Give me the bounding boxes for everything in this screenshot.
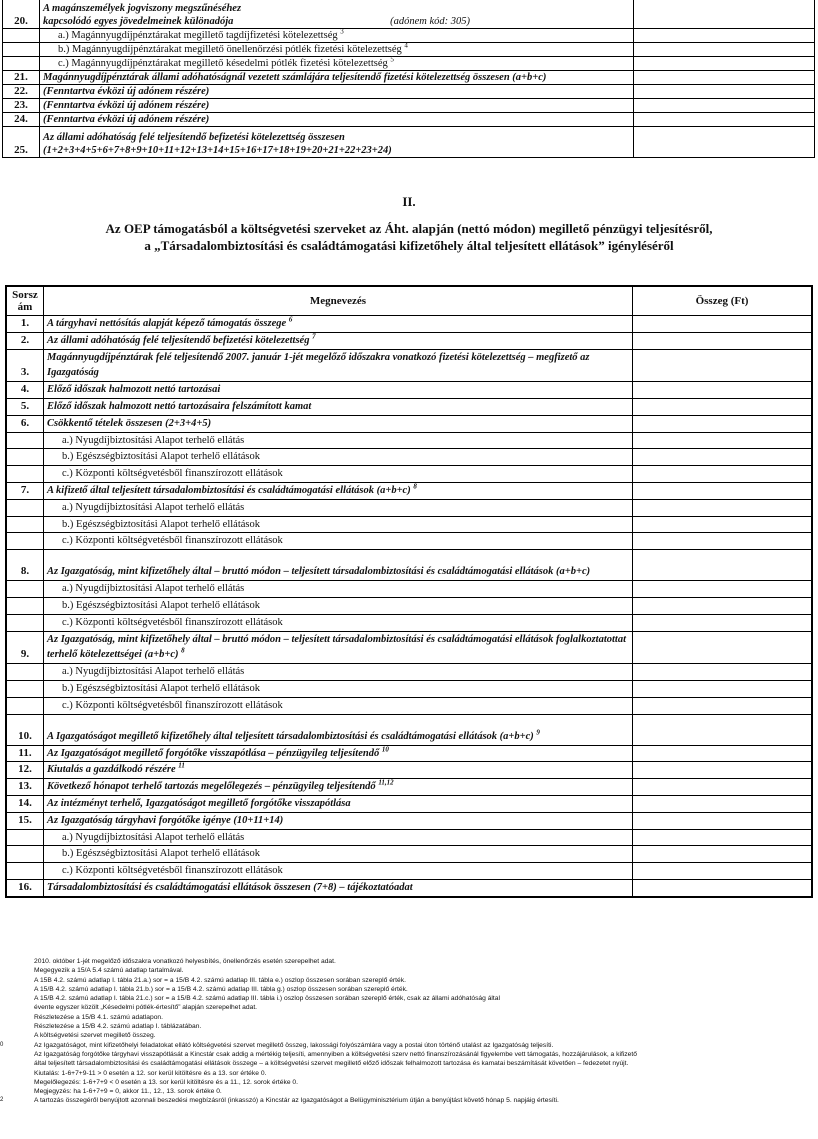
amount-cell[interactable]: [633, 614, 813, 631]
amount-cell[interactable]: [633, 533, 813, 550]
row-number: 15.: [6, 812, 44, 829]
row-number: 25.: [3, 127, 40, 158]
row-label: [44, 829, 633, 846]
row-label: [44, 863, 633, 880]
row-label-text: a.) Nyugdíjbiztosítási Alapot terhelő ellátás: [62, 831, 245, 843]
row-number: 22.: [3, 85, 40, 99]
amount-cell[interactable]: [633, 332, 813, 349]
row-label-text: Következő hónapot terhelő tartozás megelőlegezés – pénzügyileg teljesítendő: [47, 781, 376, 793]
sub-row: [3, 43, 815, 57]
top-table: [2, 0, 815, 158]
amount-cell[interactable]: [633, 863, 813, 880]
footnote-line: Megelőlegezés: 1-6+7+9 < 0 esetén a 13. sor kerül kitöltésre és a 11., 12. sorok értéke 0.: [34, 1078, 299, 1086]
row-label: [44, 812, 633, 829]
footnote-mark: [0, 1003, 3, 1012]
section-title-block: [0, 193, 818, 254]
footnote-line: Megjegyzés: ha 1-6+7+9 = 0, akkor 11., 12., 13. sorok értéke 0.: [34, 1088, 222, 1096]
amount-cell[interactable]: [634, 85, 815, 99]
footnote-line: A tartozás összegéről benyújtott azonnali beszedési megbízásról (inkasszó) a Kincstár az Igazgatóságot a Belügyminisztérium útján a benyújtást követő hónap 5. napjáig értesíti.: [34, 1097, 559, 1105]
amount-cell[interactable]: [633, 795, 813, 812]
footnote-ref: 3: [340, 27, 344, 36]
row-label-text: Az Igazgatóság, mint kifizetőhely által – bruttó módon – teljesített társadalombiztosítási és családtámogatási ellátások (a+b+c): [47, 566, 591, 578]
table-row: [3, 113, 815, 127]
header-num: Sorsz ám: [6, 286, 44, 316]
row-label: [44, 432, 633, 449]
row-label: [44, 680, 633, 697]
sub-row: [6, 432, 812, 449]
sub-row: [6, 581, 812, 598]
table-row: [6, 795, 812, 812]
row-number: [6, 697, 44, 714]
footnote-line: Az Igazgatóság forgótőke tárgyhavi visszapótlását a Kincstár csak addig a mértékig teljesíti, amennyiben a költségvetési szerv nettó finanszírozásánál figyelembe vett támogatás, hozzájárulások, a kifizető: [34, 1050, 637, 1058]
row-label-text: Az Igazgatóság, mint kifizetőhely által – bruttó módon – teljesített társadalombiztosítási és családtámogatási ellátások foglalkoztatottat terhelő kötelezettségei (a+b+c): [47, 633, 626, 661]
row-number: 23.: [3, 99, 40, 113]
row-label: [44, 332, 633, 349]
row-label: [44, 697, 633, 714]
amount-cell[interactable]: [633, 516, 813, 533]
row-number: [6, 846, 44, 863]
table-row: [6, 316, 812, 333]
row-label: [40, 0, 634, 29]
row-label: [44, 516, 633, 533]
amount-cell[interactable]: [633, 415, 813, 432]
table-row: [6, 349, 812, 382]
main-table: [5, 285, 813, 898]
footnote-line: Az Igazgatóságot, mint kifizetőhelyi feladatokat ellátó költségvetési szervet megillető összeg, lakossági folyószámlára vagy a postai úton történő utalást az Igazgatóság teljesíti.: [34, 1041, 554, 1049]
footnote-marks: [0, 957, 3, 1106]
footnote-ref: 11: [178, 761, 185, 770]
row-label: [44, 415, 633, 432]
row-label: [44, 349, 633, 382]
row-label: [44, 795, 633, 812]
header-name: Megnevezés: [44, 286, 633, 316]
footnote-line: A 15/B 4.2. számú adatlap I. tábla 21.c.) sor = a 15/B 4.2. számú adatlap III. tábla i.) oszlop összesen sorában szereplő érték, csak az állami adóhatóság által: [34, 995, 500, 1003]
row-label-text: a.) Nyugdíjbiztosítási Alapot terhelő ellátás: [62, 434, 245, 446]
section-title-line2: a „Társadalombiztosítási és családtámogatási kifizetőhely által teljesített ellátások” igényléséről: [144, 238, 674, 253]
row-number: [6, 614, 44, 631]
row-number: 11.: [6, 745, 44, 762]
sub-row: [6, 533, 812, 550]
amount-cell[interactable]: [633, 550, 813, 581]
amount-cell[interactable]: [633, 382, 813, 399]
amount-cell[interactable]: [633, 466, 813, 483]
row-label-text: a.) Magánnyugdíjpénztárakat megillető tagdíjfizetési kötelezettség: [58, 30, 338, 41]
amount-cell[interactable]: [633, 631, 813, 664]
sub-row: [6, 829, 812, 846]
sub-row: [3, 29, 815, 43]
footnote-line: Részletezése a 15/B 4.1. számú adatlapon.: [34, 1013, 163, 1021]
row-number: 9.: [6, 631, 44, 664]
amount-cell[interactable]: [634, 99, 815, 113]
row-number: [3, 57, 40, 71]
row-label: [44, 533, 633, 550]
row-number: [6, 863, 44, 880]
row-label-text: A Igazgatóságot megillető kifizetőhely által teljesített társadalombiztosítási és családtámogatási ellátások (a+b+c): [47, 730, 534, 742]
amount-cell[interactable]: [633, 680, 813, 697]
amount-cell[interactable]: [633, 664, 813, 681]
amount-cell[interactable]: [634, 57, 815, 71]
footnote-mark: [0, 1050, 3, 1059]
sub-row: [6, 697, 812, 714]
row-label-line2: kapcsolódó egyes jövedelmeinek különadója: [43, 16, 234, 27]
amount-cell[interactable]: [634, 29, 815, 43]
table-row: [3, 99, 815, 113]
footnote-line: által teljesített társadalombiztosítási és családtámogatási ellátások összege – a költségvetési szervet megillető előző időszak felhalmozott tartozása és kamatai beszámítását követően – fedezetet nyújt.: [34, 1060, 629, 1068]
row-label-text: Előző időszak halmozott nettó tartozásaira felszámított kamat: [47, 400, 312, 412]
footnote-mark: [0, 1031, 3, 1040]
amount-cell[interactable]: [633, 349, 813, 382]
row-label-text: b.) Egészségbiztosítási Alapot terhelő ellátások: [62, 451, 260, 463]
sub-row: [6, 614, 812, 631]
table-row: [6, 631, 812, 664]
row-label-line1: Az állami adóhatóság felé teljesítendő befizetési kötelezettség összesen: [43, 132, 345, 143]
table-row: [6, 762, 812, 779]
row-label-text: b.) Egészségbiztosítási Alapot terhelő ellátások: [62, 599, 260, 611]
row-number: 20.: [3, 0, 40, 29]
row-number: [6, 664, 44, 681]
row-label: [40, 85, 634, 99]
row-number: 24.: [3, 113, 40, 127]
amount-cell[interactable]: [633, 581, 813, 598]
footnote-mark: [0, 1069, 3, 1078]
row-label-text: c.) Központi költségvetésből finanszírozott ellátások: [62, 468, 283, 480]
sub-row: [6, 499, 812, 516]
row-label: [44, 550, 633, 581]
table-row: [6, 779, 812, 796]
row-label: [44, 398, 633, 415]
section-title-line1: Az OEP támogatásból a költségvetési szerveket az Áht. alapján (nettó módon) megillető pénzügyi teljesítésről,: [105, 221, 713, 236]
footnote-mark: [0, 994, 3, 1003]
row-label: [40, 57, 634, 71]
amount-cell[interactable]: [633, 482, 813, 499]
row-label: [40, 113, 634, 127]
row-number: 8.: [6, 550, 44, 581]
sub-row: [6, 597, 812, 614]
amount-cell[interactable]: [633, 316, 813, 333]
row-label-text: a.) Nyugdíjbiztosítási Alapot terhelő ellátás: [62, 666, 245, 678]
footnote-ref: 10: [381, 745, 389, 754]
row-number: [6, 581, 44, 598]
row-label: [44, 879, 633, 896]
sub-row: [6, 863, 812, 880]
row-label: [44, 664, 633, 681]
footnote-mark: 0: [0, 1041, 4, 1048]
row-number: [6, 432, 44, 449]
row-label: [44, 482, 633, 499]
row-label: [44, 581, 633, 598]
table-row: [6, 332, 812, 349]
amount-cell[interactable]: [633, 432, 813, 449]
amount-cell[interactable]: [633, 697, 813, 714]
row-label: [44, 466, 633, 483]
row-label: [44, 614, 633, 631]
table-row: [3, 127, 815, 158]
sub-row: [6, 516, 812, 533]
row-label: [40, 71, 634, 85]
row-number: 5.: [6, 398, 44, 415]
row-number: [6, 680, 44, 697]
table-row: [6, 745, 812, 762]
footnote-mark: [0, 1078, 3, 1087]
row-number: 2.: [6, 332, 44, 349]
row-label: [40, 29, 634, 43]
amount-cell[interactable]: [634, 71, 815, 85]
amount-cell[interactable]: [633, 398, 813, 415]
footnote-mark: [0, 1087, 3, 1096]
table-row: [6, 398, 812, 415]
row-label: [44, 597, 633, 614]
header-row: [6, 286, 812, 316]
row-number: 1.: [6, 316, 44, 333]
footnote-line: Részletezése a 15/B 4.2. számú adatlap I. táblázatában.: [34, 1023, 202, 1031]
row-number: 4.: [6, 382, 44, 399]
footnote-mark: 2: [0, 1097, 4, 1104]
amount-cell[interactable]: [633, 597, 813, 614]
row-label-text: (Fenntartva évközi új adónem részére): [43, 100, 210, 111]
table-row: [3, 0, 815, 29]
footnote-ref: 8: [181, 646, 185, 655]
row-number: [6, 516, 44, 533]
footnote-line: évente egyszer közölt „Késedelmi pótlék-értesítő” alapján szerepelhet adat.: [34, 1004, 258, 1012]
row-label-text: b.) Egészségbiztosítási Alapot terhelő ellátások: [62, 682, 260, 694]
row-label-text: Az állami adóhatóság felé teljesítendő befizetési kötelezettség: [47, 334, 310, 346]
row-label-text: A tárgyhavi nettósítás alapját képező támogatás összege: [47, 318, 287, 329]
row-label: [44, 316, 633, 333]
sub-row: [3, 57, 815, 71]
footnote-line: A 15B 4.2. számú adatlap I. tábla 21.a.) sor = a 15/B 4.2. számú adatlap III. tábla e.) oszlop összesen sorában szereplő érték.: [34, 976, 406, 984]
row-label-text: c.) Központi költségvetésből finanszírozott ellátások: [62, 699, 283, 711]
row-label-text: Csökkentő tételek összesen (2+3+4+5): [47, 417, 212, 429]
row-label-text: (Fenntartva évközi új adónem részére): [43, 86, 210, 97]
sub-row: [6, 846, 812, 863]
sub-row: [6, 449, 812, 466]
row-number: [3, 29, 40, 43]
footnote-mark: [0, 1059, 3, 1068]
footnote-ref: 11,12: [378, 778, 394, 787]
footnote-ref: 8: [413, 482, 417, 491]
amount-cell[interactable]: [634, 127, 815, 158]
table-row: [6, 382, 812, 399]
footnote-line: 2010. október 1-jét megelőző időszakra vonatkozó helyesbítés, önellenőrzés esetén szerepelhet adat.: [34, 958, 336, 965]
amount-cell[interactable]: [633, 846, 813, 863]
footnote-line: A költségvetési szervet megillető összeg.: [34, 1032, 156, 1040]
row-label: [44, 499, 633, 516]
row-label: [40, 43, 634, 57]
row-label-text: a.) Nyugdíjbiztosítási Alapot terhelő ellátás: [62, 501, 245, 513]
footnote-mark: [0, 976, 3, 985]
amount-cell[interactable]: [633, 449, 813, 466]
row-label: [40, 99, 634, 113]
row-label-line1: A magánszemélyek jogviszony megszűnéséhez: [43, 3, 242, 14]
footnote-mark: [0, 1022, 3, 1031]
footnotes: [34, 957, 794, 1106]
sub-row: [6, 680, 812, 697]
amount-cell[interactable]: [633, 745, 813, 762]
row-label-text: c.) Központi költségvetésből finanszírozott ellátások: [62, 616, 283, 628]
row-number: [6, 466, 44, 483]
row-label-text: c.) Magánnyugdíjpénztárakat megillető késedelmi pótlék fizetési kötelezettség: [58, 58, 388, 69]
footnote-mark: [0, 1013, 3, 1022]
sub-row: [6, 664, 812, 681]
footnote-mark: [0, 985, 3, 994]
row-label-text: b.) Egészségbiztosítási Alapot terhelő ellátások: [62, 518, 260, 530]
table-row: [6, 550, 812, 581]
row-number: 6.: [6, 415, 44, 432]
row-number: 3.: [6, 349, 44, 382]
footnote-mark: [0, 966, 3, 975]
row-label-text: Magánnyugdíjpénztárak állami adóhatóságnál vezetett számlájára teljesítendő fizetési kötelezettség összesen (a+b+c): [43, 72, 547, 83]
row-label-text: Kiutalás a gazdálkodó részére: [47, 764, 176, 776]
row-label: [44, 714, 633, 745]
footnote-ref: 5: [390, 55, 394, 64]
row-label-text: Előző időszak halmozott nettó tartozásai: [47, 384, 221, 396]
amount-cell[interactable]: [633, 714, 813, 745]
row-number: [6, 533, 44, 550]
footnote-line: Megegyezik a 15/A 5.4 számú adatlap tartalmával.: [34, 967, 184, 975]
amount-cell[interactable]: [634, 0, 815, 29]
table-row: [3, 85, 815, 99]
sub-row: [6, 466, 812, 483]
row-label-text: b.) Magánnyugdíjpénztárakat megillető önellenőrzési pótlék fizetési kötelezettség: [58, 44, 402, 55]
amount-cell[interactable]: [634, 113, 815, 127]
amount-cell[interactable]: [633, 812, 813, 829]
table-row: [3, 71, 815, 85]
row-label: [44, 762, 633, 779]
footnote-ref: 7: [312, 332, 316, 341]
amount-cell[interactable]: [633, 879, 813, 896]
row-number: 13.: [6, 779, 44, 796]
row-number: [3, 43, 40, 57]
footnote-ref: 6: [288, 315, 293, 324]
amount-cell[interactable]: [633, 829, 813, 846]
table-row: [6, 879, 812, 896]
row-label-text: Az Igazgatóság tárgyhavi forgótőke igénye (10+11+14): [47, 814, 284, 826]
footnote-ref: 9: [536, 728, 540, 737]
amount-cell[interactable]: [633, 779, 813, 796]
row-label-line2: (1+2+3+4+5+6+7+8+9+10+11+12+13+14+15+16+17+18+19+20+21+22+23+24): [43, 145, 392, 156]
section-number: II.: [402, 194, 416, 209]
row-label: [44, 382, 633, 399]
row-label-text: Társadalombiztosítási és családtámogatási ellátások összesen (7+8) – tájékoztatóadat: [47, 881, 413, 893]
table-row: [6, 415, 812, 432]
footnote-mark: [0, 957, 3, 966]
row-label-text: Magánnyugdíjpénztárak felé teljesítendő 2007. január 1-jét megelőző időszakra vonatkozó fizetési kötelezettség – megfizető az Igazgatóság: [47, 351, 590, 379]
footnote-ref: 4: [404, 41, 408, 50]
row-label: [44, 779, 633, 796]
row-label-text: c.) Központi költségvetésből finanszírozott ellátások: [62, 535, 283, 547]
header-amount: Összeg (Ft): [633, 286, 813, 316]
row-label: [44, 846, 633, 863]
row-number: 16.: [6, 879, 44, 896]
row-number: [6, 829, 44, 846]
row-label-text: (Fenntartva évközi új adónem részére): [43, 114, 210, 125]
row-label: [44, 449, 633, 466]
row-number: [6, 597, 44, 614]
row-label-text: Az Igazgatóságot megillető forgótőke visszapótlása – pénzügyileg teljesítendő: [47, 747, 380, 759]
amount-cell[interactable]: [633, 499, 813, 516]
row-label: [40, 127, 634, 158]
row-label: [44, 631, 633, 664]
tax-code: (adónem kód: 305): [390, 16, 470, 27]
row-number: [6, 499, 44, 516]
row-number: [6, 449, 44, 466]
table-row: [6, 812, 812, 829]
row-label-text: A kifizető által teljesített társadalombiztosítási és családtámogatási ellátások (a+b+c): [47, 484, 411, 496]
row-number: 7.: [6, 482, 44, 499]
row-label-text: c.) Központi költségvetésből finanszírozott ellátások: [62, 865, 283, 877]
row-label-text: Az intézményt terhelő, Igazgatóságot megillető forgótőke visszapótlása: [47, 797, 351, 809]
table-row: [6, 714, 812, 745]
footnote-line: A 15/B 4.2. számú adatlap I. tábla 21.b.) sor = a 15/B 4.2. számú adatlap III. tábla g.) oszlop összesen sorában szereplő érték.: [34, 985, 408, 993]
row-number: 21.: [3, 71, 40, 85]
amount-cell[interactable]: [634, 43, 815, 57]
amount-cell[interactable]: [633, 762, 813, 779]
row-label-text: b.) Egészségbiztosítási Alapot terhelő ellátások: [62, 848, 260, 860]
table-row: [6, 482, 812, 499]
row-number: 14.: [6, 795, 44, 812]
row-number: 10.: [6, 714, 44, 745]
row-number: 12.: [6, 762, 44, 779]
row-label-text: a.) Nyugdíjbiztosítási Alapot terhelő ellátás: [62, 583, 245, 595]
row-label: [44, 745, 633, 762]
footnote-line: Kiutalás: 1-6+7+9-11 > 0 esetén a 12. sor kerül kitöltésre és a 13. sor értéke 0.: [34, 1069, 267, 1077]
